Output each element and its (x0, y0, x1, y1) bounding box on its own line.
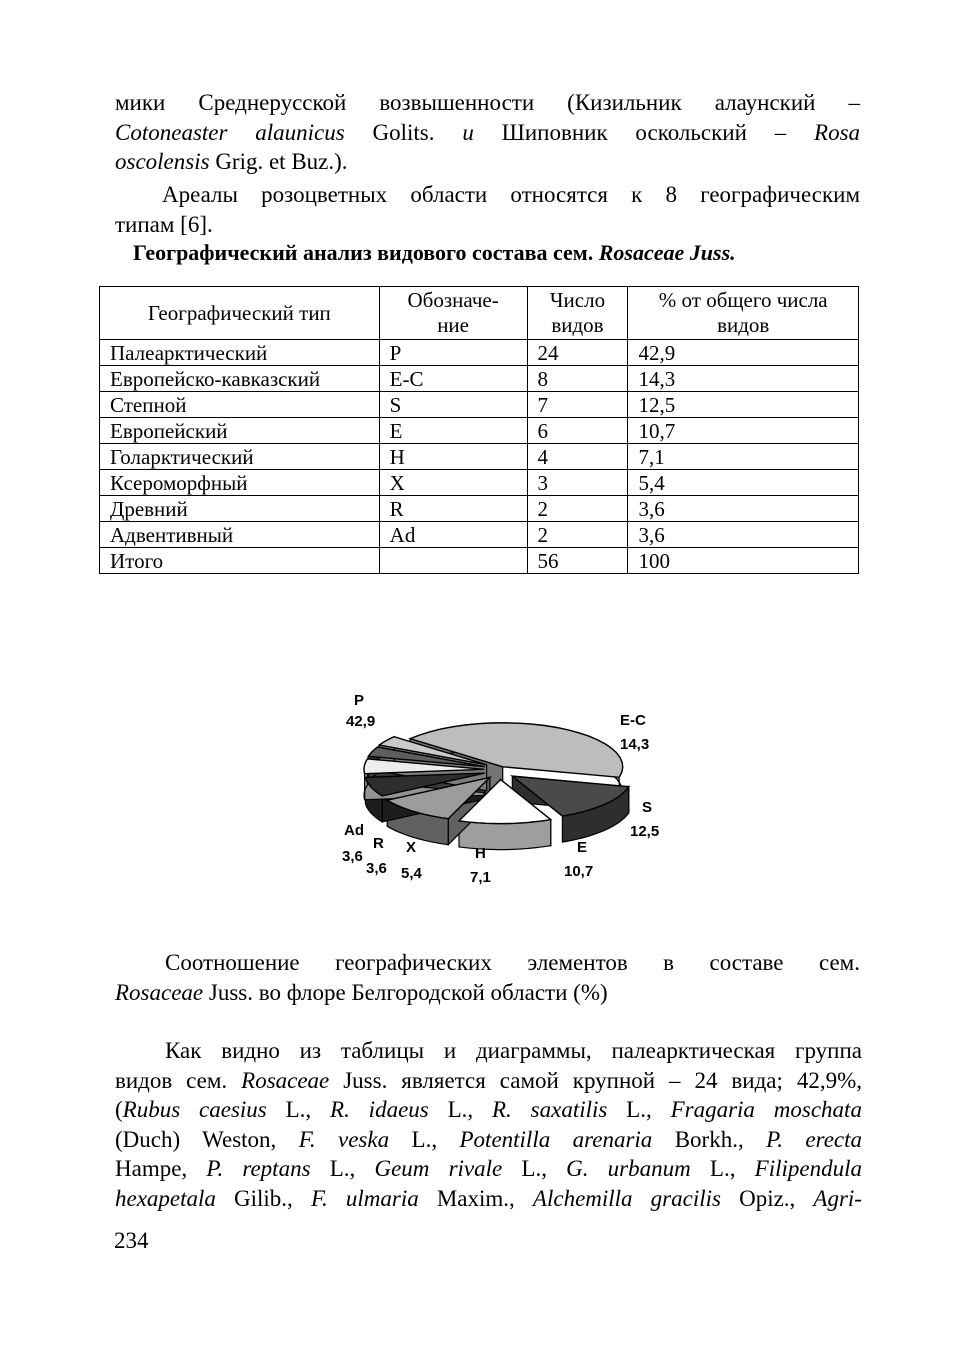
text-line: hexapetala Gilib., F. ulmaria Maxim., Alchemilla gracilis Opiz., Agri- (115, 1185, 862, 1211)
figure-caption (115, 948, 860, 1007)
label-name-E: E (577, 839, 588, 856)
table-row-total: Итого 56 100 (100, 548, 859, 574)
table-header-row (100, 287, 859, 340)
text-line: мики Среднерусской возвышенности (Кизильник алаунский – (115, 90, 860, 115)
label-value-E: 10,7 (564, 863, 594, 880)
header-count: Число видов (527, 287, 628, 340)
text-line: Rosaceae Juss. во флоре Белгородской области (%) (115, 979, 608, 1005)
label-name-P: P (354, 692, 365, 709)
label-value-E-C: 14,3 (620, 736, 650, 753)
text-line: Ареалы розоцветных области относятся к 8 географическим (162, 182, 860, 207)
pie-chart (330, 680, 690, 900)
page-number: 234 (114, 1228, 149, 1253)
label-name-H: H (475, 845, 486, 862)
label-name-Ad: Ad (344, 822, 364, 839)
text-line: Hampe, P. reptans L., Geum rivale L., G. urbanum L., Filipendula (115, 1156, 862, 1181)
text-line: Cotoneaster alaunicus Golits. и Шиповник оскольский – Rosa (115, 119, 861, 145)
table-row: Адвентивный Ad 2 3,6 (100, 522, 859, 548)
pie-slices (364, 723, 629, 850)
header-code: Обозначе- ние (379, 287, 527, 340)
text-line: Соотношение географических элементов в составе сем. (165, 950, 860, 975)
text-line: типам [6]. (115, 211, 213, 237)
header-type: Географический тип (100, 287, 380, 340)
label-value-R: 3,6 (366, 860, 387, 877)
text-line: Как видно из таблицы и диаграммы, палеарктическая группа (165, 1038, 862, 1063)
label-value-P: 42,9 (346, 713, 376, 730)
label-value-H: 7,1 (470, 869, 491, 886)
label-name-E-C: E-C (620, 712, 646, 729)
paragraph-areas (115, 180, 860, 239)
table-row: Древний R 2 3,6 (100, 496, 859, 522)
text-line: видов сем. Rosaceae Juss. является самой крупной – 24 вида; 42,9%, (115, 1067, 863, 1093)
paragraph-intro (115, 88, 860, 177)
header-percent: % от общего числа видов (628, 287, 859, 340)
table-row: Европейско-кавказский E-C 8 14,3 (100, 366, 859, 392)
label-value-Ad: 3,6 (342, 848, 363, 865)
text-line: oscolensis Grig. et Buz.). (115, 149, 348, 174)
table-row: Палеарктический P 24 42,9 (100, 340, 859, 366)
label-name-X: X (406, 839, 417, 856)
paragraph-analysis (115, 1036, 862, 1213)
label-value-X: 5,4 (401, 865, 422, 882)
text-line: (Duch) Weston, F. veska L., Potentilla arenaria Borkh., P. erecta (115, 1126, 863, 1152)
geographic-types-table (99, 286, 859, 574)
label-name-S: S (642, 799, 653, 816)
text-line: (Rubus caesius L., R. idaeus L., R. saxatilis L., Fragaria moschata (115, 1097, 862, 1122)
table-row: Голарктический H 4 7,1 (100, 444, 859, 470)
table-row: Европейский E 6 10,7 (100, 418, 859, 444)
label-name-R: R (373, 835, 384, 852)
table-title: Географический анализ видового состава сем. Rosaceae Juss. (133, 240, 736, 265)
label-value-S: 12,5 (630, 823, 660, 840)
table-row: Ксероморфный X 3 5,4 (100, 470, 859, 496)
table-row: Степной S 7 12,5 (100, 392, 859, 418)
